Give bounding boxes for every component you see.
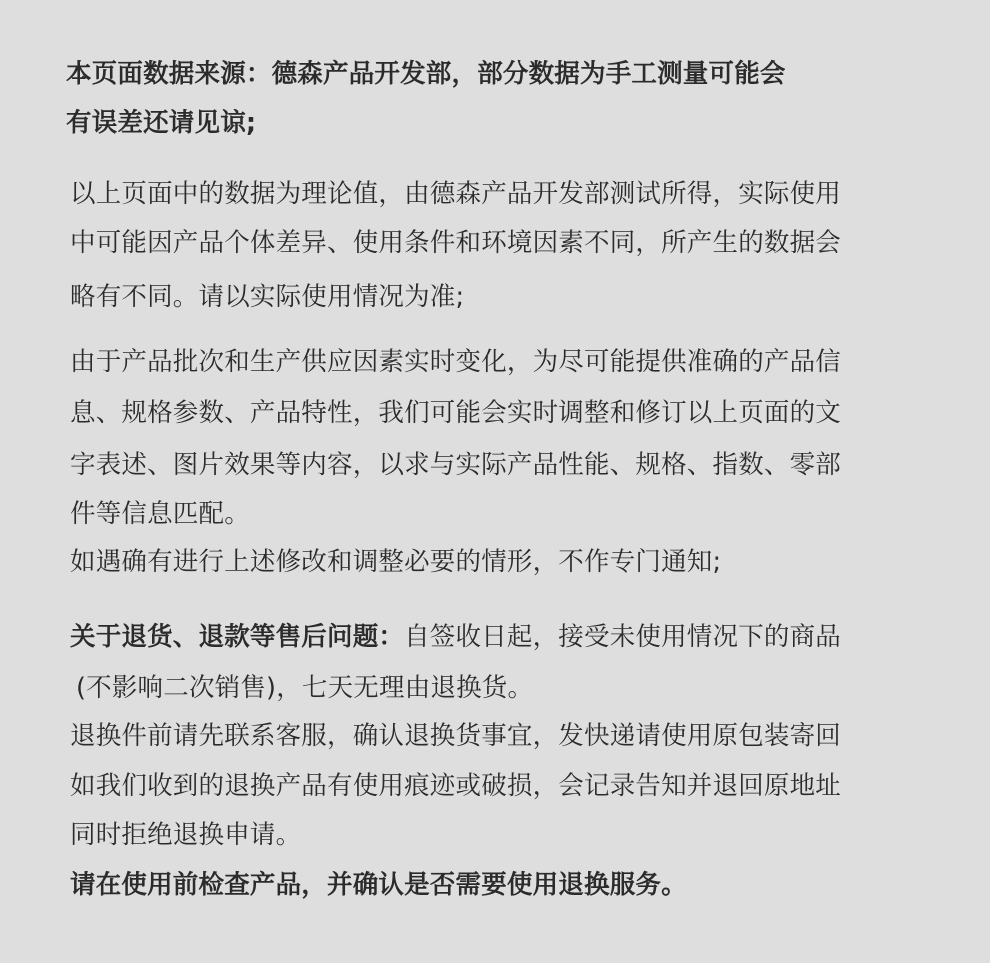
change-notice-line-4: 件等信息匹配。 <box>70 499 250 529</box>
return-policy-line-1 <box>70 620 841 654</box>
return-policy-line-2: (不影响二次销售)，七天无理由退换货。 <box>76 673 534 703</box>
return-policy-line-1-text: 自签收日起，接受未使用情况下的商品 <box>404 622 842 652</box>
return-policy-line-5: 同时拒绝退换申请。 <box>70 820 302 850</box>
change-notice-line-1: 由于产品批次和生产供应因素实时变化，为尽可能提供准确的产品信 <box>70 347 842 377</box>
source-notice-line-2: 有误差还请见谅; <box>66 108 257 138</box>
return-policy-heading: 关于退货、退款等售后问题： <box>70 622 405 652</box>
source-notice-line-1: 本页面数据来源：德森产品开发部，部分数据为手工测量可能会 <box>66 59 786 89</box>
theory-notice-line-2: 中可能因产品个体差异、使用条件和环境因素不同，所产生的数据会 <box>70 228 842 258</box>
change-notice-line-5: 如遇确有进行上述修改和调整必要的情形，不作专门通知; <box>70 547 722 577</box>
theory-notice-line-1: 以上页面中的数据为理论值，由德森产品开发部测试所得，实际使用 <box>70 179 842 209</box>
change-notice-line-3: 字表述、图片效果等内容，以求与实际产品性能、规格、指数、零部 <box>70 450 842 480</box>
return-policy-line-6: 请在使用前检查产品，并确认是否需要使用退换服务。 <box>70 870 687 900</box>
return-policy-line-3: 退换件前请先联系客服，确认退换货事宜，发快递请使用原包装寄回 <box>70 721 842 751</box>
change-notice-line-2: 息、规格参数、产品特性，我们可能会实时调整和修订以上页面的文 <box>70 398 842 428</box>
return-policy-line-4: 如我们收到的退换产品有使用痕迹或破损，会记录告知并退回原地址 <box>70 771 842 801</box>
theory-notice-line-3: 略有不同。请以实际使用情况为准; <box>70 282 465 312</box>
